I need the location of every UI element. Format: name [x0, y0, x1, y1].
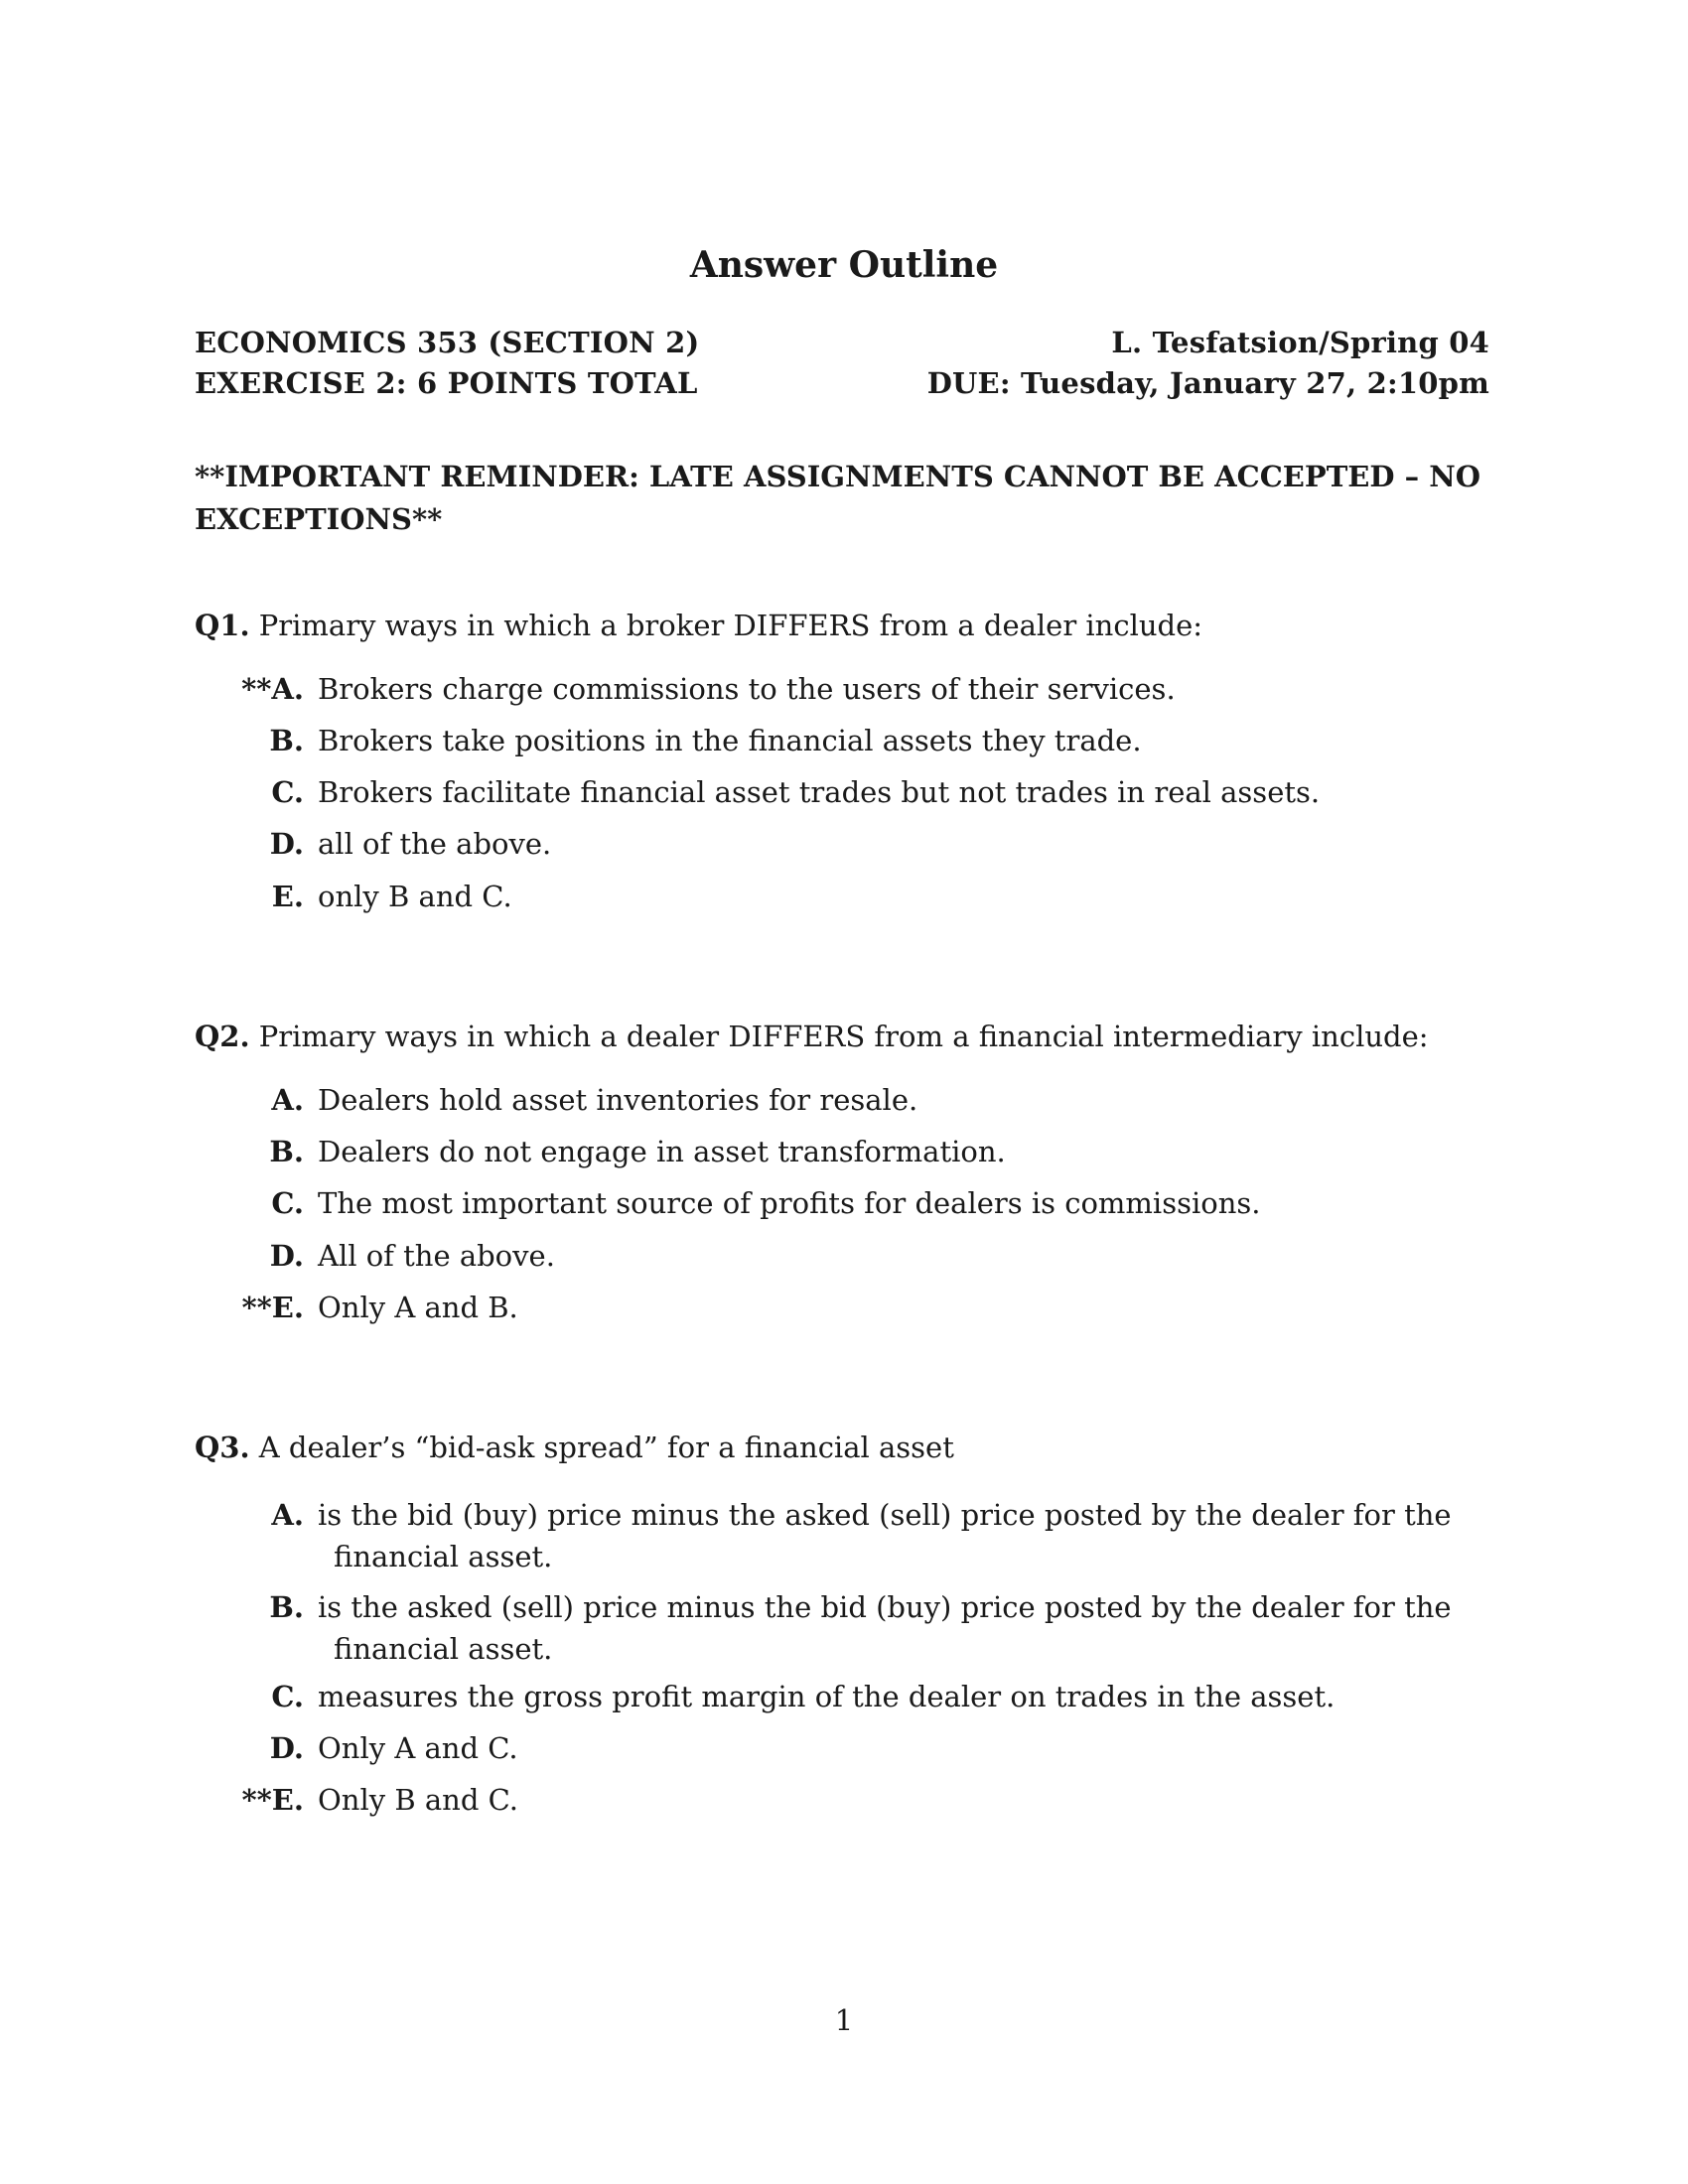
option-label: D. — [269, 1731, 304, 1765]
question-text: Primary ways in which a dealer DIFFERS from a financial intermediary include: — [258, 1020, 1429, 1053]
question-number: Q3. — [195, 1431, 250, 1464]
option-label: B. — [269, 1590, 304, 1624]
option-text: is the bid (buy) price minus the asked (sell) price posted by the dealer for the financial asset. — [318, 1498, 1452, 1573]
option-label: B. — [269, 724, 304, 757]
question-number: Q1. — [195, 609, 250, 642]
option-text: All of the above. — [318, 1239, 555, 1273]
option-text: Brokers charge commissions to the users of their services. — [318, 672, 1176, 706]
q3-option-a — [199, 1494, 1494, 1577]
option-text: is the asked (sell) price minus the bid (buy) price posted by the dealer for the financial asset. — [318, 1590, 1452, 1666]
due-date: DUE: Tuesday, January 27, 2:10pm — [926, 366, 1489, 400]
q3-option-b — [199, 1586, 1494, 1670]
q3-option-c — [199, 1680, 1494, 1713]
option-label: A. — [271, 1498, 304, 1532]
q1-option-a — [199, 672, 1494, 706]
page-number: 1 — [834, 2003, 854, 2037]
option-text: Brokers facilitate financial asset trades but not trades in real assets. — [318, 775, 1321, 809]
option-text: all of the above. — [318, 827, 552, 861]
option-label: B. — [269, 1135, 304, 1168]
course-name: ECONOMICS 353 (SECTION 2) — [195, 326, 700, 359]
option-label: **E. — [241, 1291, 304, 1324]
q3-option-e — [199, 1783, 1494, 1817]
q2-option-a — [199, 1083, 1494, 1117]
option-text: Dealers do not engage in asset transformation. — [318, 1135, 1006, 1168]
question-2 — [195, 1020, 1429, 1053]
question-number: Q2. — [195, 1020, 250, 1053]
option-label: **E. — [241, 1783, 304, 1817]
q2-option-d — [199, 1239, 1494, 1273]
option-text: measures the gross profit margin of the dealer on trades in the asset. — [318, 1680, 1336, 1713]
option-label: D. — [269, 827, 304, 861]
instructor-term: L. Tesfatsion/Spring 04 — [1111, 326, 1489, 359]
option-label: C. — [271, 1186, 304, 1220]
option-label: **A. — [241, 672, 304, 706]
q2-option-e — [199, 1291, 1494, 1324]
option-text: only B and C. — [318, 880, 512, 913]
option-label: D. — [269, 1239, 304, 1273]
question-text: A dealer’s “bid-ask spread” for a financial asset — [258, 1431, 954, 1464]
q2-option-b — [199, 1135, 1494, 1168]
question-1 — [195, 609, 1202, 642]
exercise-title: EXERCISE 2: 6 POINTS TOTAL — [195, 366, 698, 400]
q1-option-e — [199, 880, 1494, 913]
option-text: Dealers hold asset inventories for resale. — [318, 1083, 918, 1117]
option-label: E. — [271, 880, 304, 913]
option-text: Only A and B. — [318, 1291, 518, 1324]
option-text: Only B and C. — [318, 1783, 518, 1817]
option-label: C. — [271, 775, 304, 809]
q3-option-d — [199, 1731, 1494, 1765]
q1-option-c — [199, 775, 1494, 809]
page-title: Answer Outline — [689, 244, 999, 286]
option-label: A. — [271, 1083, 304, 1117]
option-text: Brokers take positions in the financial assets they trade. — [318, 724, 1142, 757]
option-text: The most important source of profits for dealers is commissions. — [318, 1186, 1261, 1220]
q1-option-d — [199, 827, 1494, 861]
q2-option-c — [199, 1186, 1494, 1220]
option-text: Only A and C. — [318, 1731, 518, 1765]
question-text: Primary ways in which a broker DIFFERS from a dealer include: — [258, 609, 1203, 642]
late-reminder: **IMPORTANT REMINDER: LATE ASSIGNMENTS CANNOT BE ACCEPTED – NO EXCEPTIONS** — [195, 460, 1480, 536]
option-label: C. — [271, 1680, 304, 1713]
question-3 — [195, 1431, 954, 1464]
q1-option-b — [199, 724, 1494, 757]
